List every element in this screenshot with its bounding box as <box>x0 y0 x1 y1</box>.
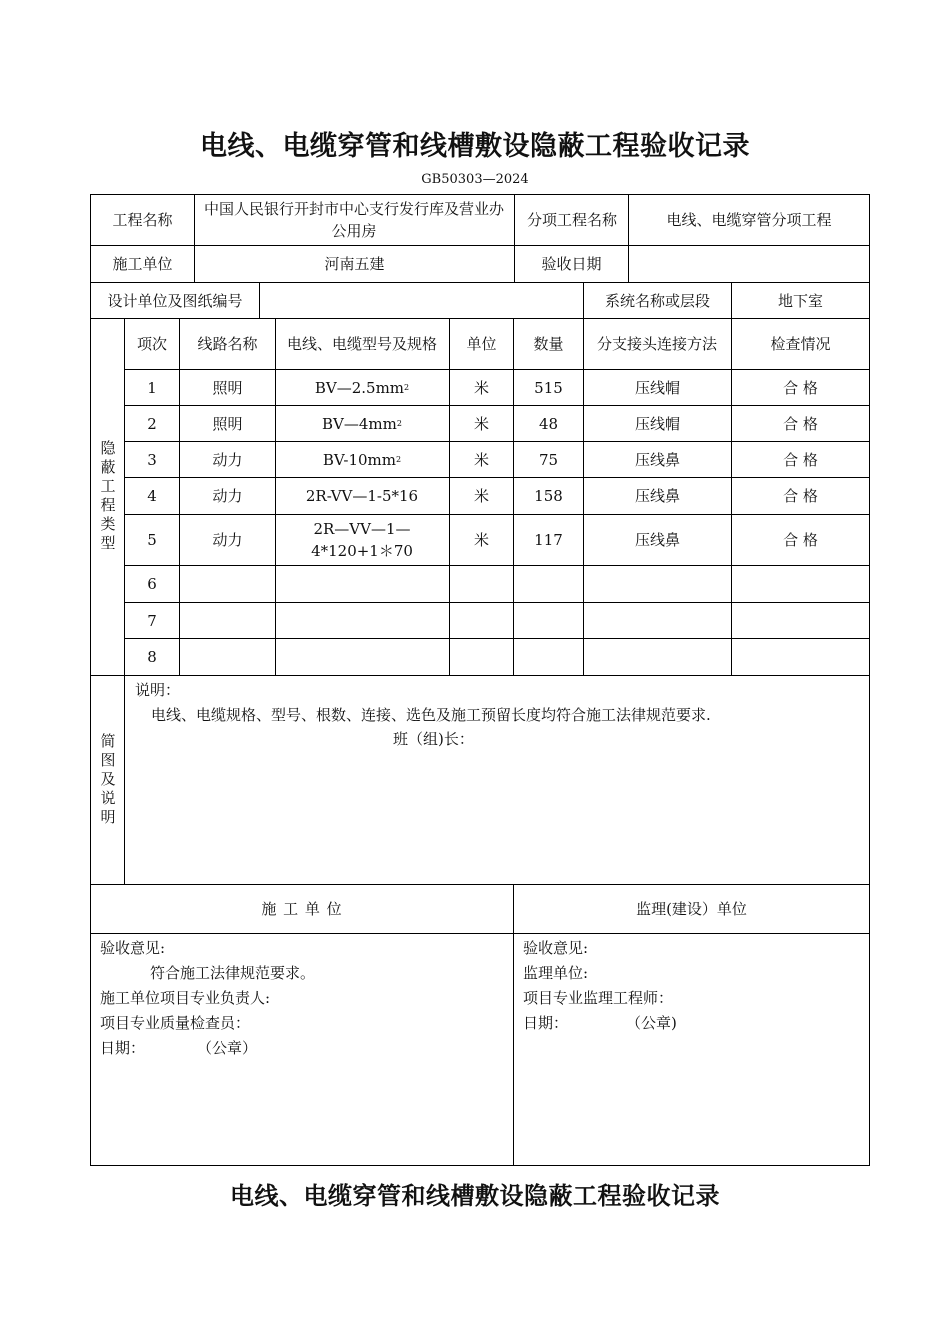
col-header-qty: 数量 <box>533 335 564 353</box>
row-cable-spec: BV-10mm 2 <box>322 450 402 469</box>
row-unit <box>450 639 513 675</box>
sketch-label: 简图及说明 <box>98 732 117 828</box>
row-cable-spec <box>279 639 445 675</box>
subproject-label: 分项工程名称 <box>526 211 617 229</box>
row-check-result: 合 格 <box>783 487 818 505</box>
row-joint-method <box>584 566 731 602</box>
system-label: 系统名称或层段 <box>604 291 710 310</box>
row-line-name: 动力 <box>212 487 243 505</box>
row-check-result <box>732 566 869 602</box>
left-opinion: 符合施工法律规范要求。 <box>150 964 316 982</box>
design-value <box>260 283 583 318</box>
subproject-name: 电线、电缆穿管分项工程 <box>666 211 832 229</box>
row-line-name: 动力 <box>212 450 243 469</box>
document-title: 电线、电缆穿管和线槽敷设隐蔽工程验收记录 <box>200 131 750 162</box>
row-joint-method: 压线帽 <box>634 378 680 397</box>
row-number: 8 <box>147 648 157 666</box>
row-number: 3 <box>147 450 157 469</box>
row-cable-spec: 2R-VV—1-5*16 <box>305 487 419 505</box>
row-line-name: 动力 <box>212 531 243 549</box>
row-check-result: 合 格 <box>783 414 818 433</box>
row-unit: 米 <box>473 450 489 469</box>
row-check-result <box>732 639 869 675</box>
note-label: 说明： <box>135 681 181 699</box>
row-quantity <box>514 566 583 602</box>
col-header-spec: 电线、电缆型号及规格 <box>286 335 437 353</box>
contractor-sign-header: 施 工 单 位 <box>261 900 343 918</box>
row-line-name <box>180 603 275 638</box>
contractor-label: 施工单位 <box>112 255 173 273</box>
right-engineer: 项目专业监理工程师： <box>523 989 674 1007</box>
row-number: 6 <box>147 575 157 593</box>
row-unit <box>450 566 513 602</box>
row-unit: 米 <box>473 378 489 397</box>
design-label: 设计单位及图纸编号 <box>107 291 243 310</box>
right-unit: 监理单位: <box>523 964 589 982</box>
right-opinion-label: 验收意见: <box>523 939 589 957</box>
row-quantity: 75 <box>538 450 559 469</box>
supervisor-sign-header: 监理(建设）单位 <box>636 900 747 918</box>
row-quantity: 117 <box>534 531 563 549</box>
row-number: 1 <box>147 378 157 397</box>
row-quantity <box>514 603 583 638</box>
row-check-result: 合 格 <box>783 378 818 397</box>
row-line-name: 照明 <box>212 378 243 397</box>
row-line-name <box>180 639 275 675</box>
col-header-check: 检查情况 <box>770 335 831 353</box>
col-header-name: 线路名称 <box>197 335 258 353</box>
right-date: 日期： <box>523 1014 569 1032</box>
bottom-title: 电线、电缆穿管和线槽敷设隐蔽工程验收记录 <box>230 1181 720 1210</box>
project-name-label: 工程名称 <box>112 211 173 229</box>
system-value: 地下室 <box>777 291 823 310</box>
row-number: 4 <box>147 487 157 505</box>
col-header-no: 项次 <box>136 335 167 353</box>
hidden-type-label: 隐蔽工程类型 <box>98 440 117 554</box>
left-date: 日期： <box>100 1039 146 1057</box>
row-joint-method: 压线鼻 <box>634 487 680 505</box>
row-unit: 米 <box>473 531 489 549</box>
row-quantity <box>514 639 583 675</box>
row-unit: 米 <box>473 414 489 433</box>
accept-date <box>629 246 869 282</box>
left-manager: 施工单位项目专业负责人: <box>100 989 271 1007</box>
row-cable-spec: BV—4mm 2 <box>322 414 402 433</box>
acceptance-form <box>90 194 870 1166</box>
left-opinion-label: 验收意见: <box>100 939 166 957</box>
row-cable-spec <box>279 566 445 602</box>
right-seal: （公章) <box>626 1014 677 1032</box>
row-line-name: 照明 <box>212 414 243 433</box>
team-leader: 班（组)长： <box>393 730 474 748</box>
row-check-result: 合 格 <box>783 531 818 549</box>
row-joint-method: 压线帽 <box>634 414 680 433</box>
project-name: 中国人民银行开封市中心支行发行库及营业办公用房 <box>203 200 504 240</box>
row-check-result <box>732 603 869 638</box>
row-joint-method: 压线鼻 <box>634 531 680 549</box>
row-joint-method: 压线鼻 <box>634 450 680 469</box>
contractor-name: 河南五建 <box>324 255 385 273</box>
left-seal: （公章） <box>197 1039 258 1057</box>
row-number: 2 <box>147 414 157 433</box>
note-text: 电线、电缆规格、型号、根数、连接、选色及施工预留长度均符合施工法律规范要求. <box>151 706 711 724</box>
row-cable-spec: BV—2.5mm 2 <box>314 378 410 397</box>
row-unit <box>450 603 513 638</box>
row-number: 7 <box>147 611 157 630</box>
left-inspector: 项目专业质量检查员： <box>100 1014 251 1032</box>
row-quantity: 515 <box>534 378 563 397</box>
row-line-name <box>180 566 275 602</box>
row-cable-spec: 2R—VV—1—4*120+1＊70 <box>311 520 413 560</box>
row-unit: 米 <box>473 487 489 505</box>
row-check-result: 合 格 <box>783 450 818 469</box>
standard-code: GB50303—2024 <box>421 172 529 187</box>
row-joint-method <box>584 603 731 638</box>
row-number: 5 <box>147 531 157 549</box>
row-joint-method <box>584 639 731 675</box>
row-cable-spec <box>279 603 445 638</box>
row-quantity: 48 <box>538 414 559 433</box>
row-quantity: 158 <box>534 487 563 505</box>
col-header-method: 分支接头连接方法 <box>596 335 717 353</box>
accept-date-label: 验收日期 <box>541 255 602 273</box>
col-header-unit: 单位 <box>466 335 497 353</box>
